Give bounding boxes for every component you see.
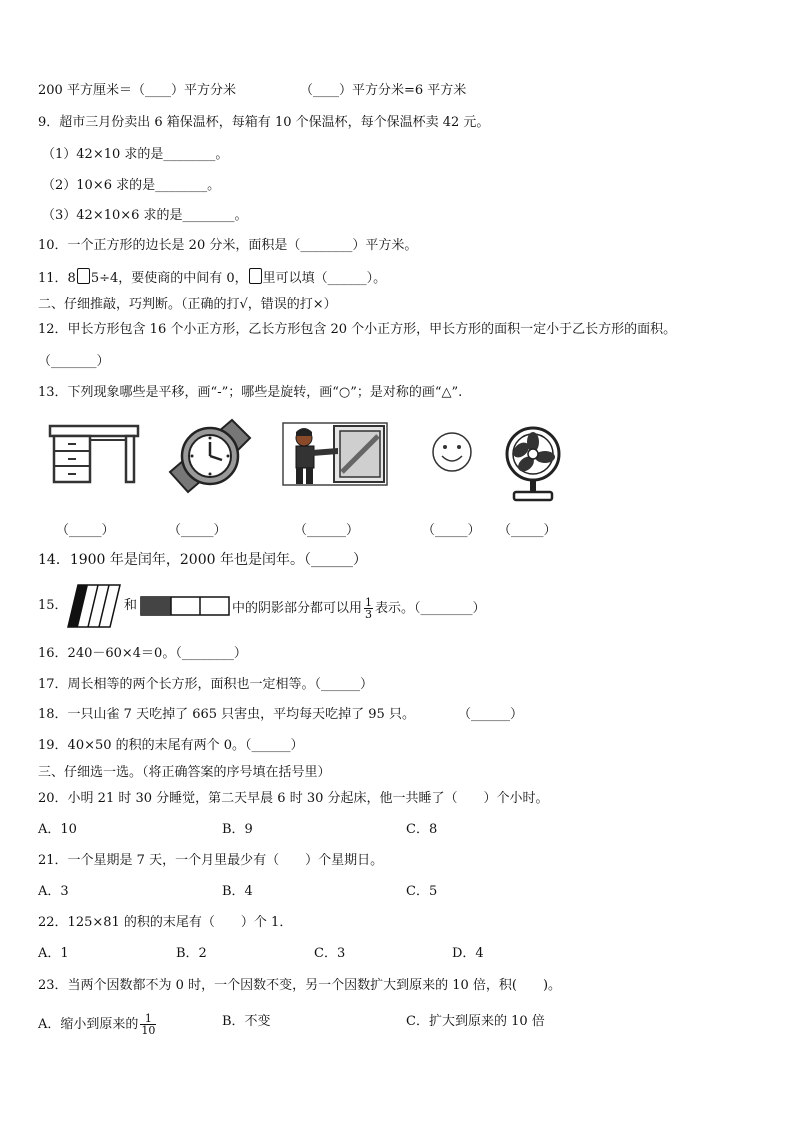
question-22: 22．125×81 的积的末尾有（ ）个 1． [38,915,293,930]
question-15-number: 15． [38,598,68,613]
section-2-heading: 二、仔细推敲，巧判断。（正确的打√，错误的打×） [38,297,337,312]
q22-option-b: B．2 [176,946,207,961]
question-21: 21．一个星期是 7 天，一个月里最少有（ ）个星期日。 [38,853,384,868]
question-9-part-2: （2）10×6 求的是________。 [42,178,221,193]
q13-answer-1: （_____） [56,523,115,538]
section-3-heading: 三、仔细选一选。（将正确答案的序号填在括号里） [38,765,331,780]
question-11-suffix: 里可以填（______）。 [262,271,387,286]
fraction-numerator: 1 [365,596,373,609]
unit-conversion-2: （____）平方分米=6 平方米 [300,83,467,98]
question-17: 17．周长相等的两个长方形，面积也一定相等。（______） [38,677,374,692]
q20-option-c: C．8 [406,822,438,837]
q13-answer-2: （_____） [168,523,227,538]
q22-option-d: D．4 [452,946,484,961]
question-12: 12．甲长方形包含 16 个小正方形，乙长方形包含 20 个小正方形，甲长方形的面积一定小于乙长方形的面积。 [38,322,677,337]
digit-box-icon [249,268,262,284]
question-15-and: 和 [124,598,138,613]
q13-answer-3: （______） [294,523,360,538]
q22-option-a: A．1 [38,946,69,961]
electric-fan-icon [500,424,566,502]
question-18: 18．一只山雀 7 天吃掉了 665 只害虫，平均每天吃掉了 95 只。 [38,707,415,722]
question-11 [38,268,386,288]
q21-option-b: B．4 [222,884,253,899]
question-15-text [232,597,486,620]
question-20: 20．小明 21 时 30 分睡觉，第二天早晨 6 时 30 分起床，他一共睡了（ ）个小时。 [38,791,549,806]
question-15-suffix: 表示。（________） [375,601,486,616]
one-tenth-fraction [140,1013,156,1036]
q20-option-b: B．9 [222,822,253,837]
q20-option-a: A．10 [38,822,77,837]
question-10: 10．一个正方形的边长是 20 分米，面积是（________）平方米。 [38,238,418,253]
person-pushing-window-icon [282,422,388,486]
question-11-middle: 5÷4，要使商的中间有 0， [90,271,248,286]
q21-option-c: C．5 [406,884,438,899]
q22-option-c: C．3 [314,946,346,961]
one-third-fraction [364,597,373,620]
fraction-numerator: 1 [140,1013,156,1025]
question-9-part-1: （1）42×10 求的是________。 [42,147,229,162]
question-16: 16．240－60×4＝0。（________） [38,646,247,661]
question-12-answer: （_______） [38,354,110,369]
question-15-middle: 中的阴影部分都可以用 [232,601,363,616]
fraction-denominator: 10 [141,1024,156,1037]
question-19: 19．40×50 的积的末尾有两个 0。（______） [38,738,304,753]
q23-option-b: B．不变 [222,1014,271,1029]
q13-answer-4: （_____） [422,523,481,538]
unit-conversion-1: 200 平方厘米＝（____）平方分米 [38,83,236,98]
question-18-answer: （______） [458,707,524,722]
question-23: 23．当两个因数都不为 0 时，一个因数不变，另一个因数扩大到原来的 10 倍，积( )。 [38,978,562,993]
smiley-face-icon [430,430,474,474]
striped-parallelogram-icon [66,583,122,629]
fraction-denominator: 3 [365,608,373,621]
question-9-part-3: （3）42×10×6 求的是________。 [42,208,248,223]
digit-box-icon [77,268,90,284]
question-9: 9．超市三月份卖出 6 箱保温杯，每箱有 10 个保温杯，每个保温杯卖 42 元。 [38,115,490,130]
question-13: 13．下列现象哪些是平移，画“-”；哪些是旋转，画“○”；是对称的画“△”. [38,385,463,400]
question-11-prefix: 11．8 [38,271,76,286]
q23-option-a-text: A．缩小到原来的 [38,1017,139,1032]
partially-shaded-strip-icon [140,596,230,616]
q21-option-a: A．3 [38,884,69,899]
question-14: 14．1900 年是闰年，2000 年也是闰年。（______） [38,552,367,568]
q23-option-a [38,1013,158,1036]
desk-icon [48,420,140,488]
q13-answer-5: （_____） [498,523,557,538]
wristwatch-icon [162,416,258,498]
q23-option-c: C．扩大到原来的 10 倍 [406,1014,545,1029]
